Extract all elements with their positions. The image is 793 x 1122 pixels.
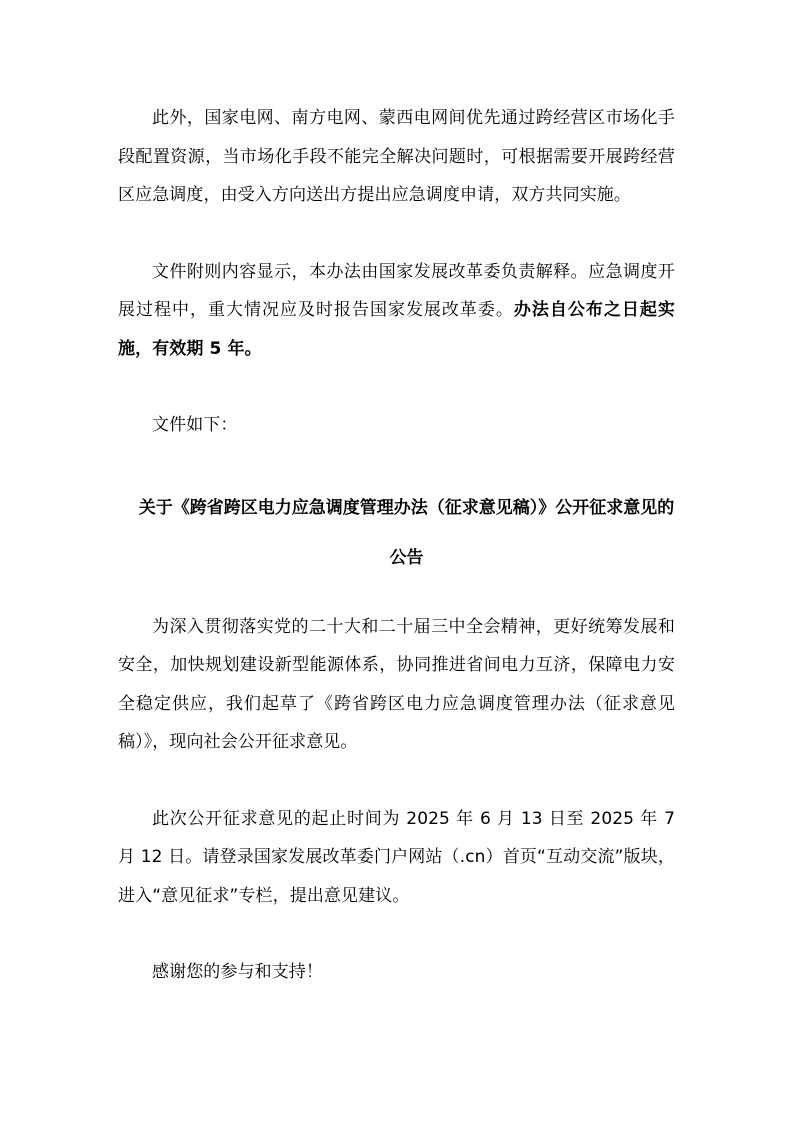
paragraph-document-intro: 文件如下： (152, 415, 238, 435)
paragraph-consultation-period: 此次公开征求意见的起止时间为 2025 年 6 月 13 日至 2025 年 7 月 12 日。请登录国家发展改革委门户网站（.cn）首页“互动交流”版块，进入“意见征求”专栏，提出意见建议。 (118, 808, 675, 906)
paragraph-appendix-text: 文件附则内容显示，本办法由国家发展改革委负责解释。应急调度开展过程中，重大情况应及时报告国家发展改革委。 (118, 261, 675, 320)
paragraph-thanks: 感谢您的参与和支持！ (152, 962, 323, 982)
paragraph-appendix-bold: 办法自公布之日起实施，有效期 5 年。 (118, 300, 675, 359)
paragraph-grid-dispatch: 此外，国家电网、南方电网、蒙西电网间优先通过跨经营区市场化手段配置资源，当市场化手段不能完全解决问题时，可根据需要开展跨经营区应急调度，由受入方向送出方提出应急调度申请，双方共同实施。 (118, 108, 675, 205)
paragraph-purpose: 为深入贯彻落实党的二十大和二十届三中全会精神，更好统筹发展和安全，加快规划建设新型能源体系，协同推进省间电力互济，保障电力安全稳定供应，我们起草了《跨省跨区电力应急调度管理办法（征求意见稿）》，现向社会公开征求意见。 (118, 616, 675, 752)
paragraph-appendix (118, 253, 675, 369)
document-body (118, 99, 675, 992)
announcement-title: 关于《跨省跨区电力应急调度管理办法（征求意见稿）》公开征求意见的公告 (138, 497, 675, 568)
